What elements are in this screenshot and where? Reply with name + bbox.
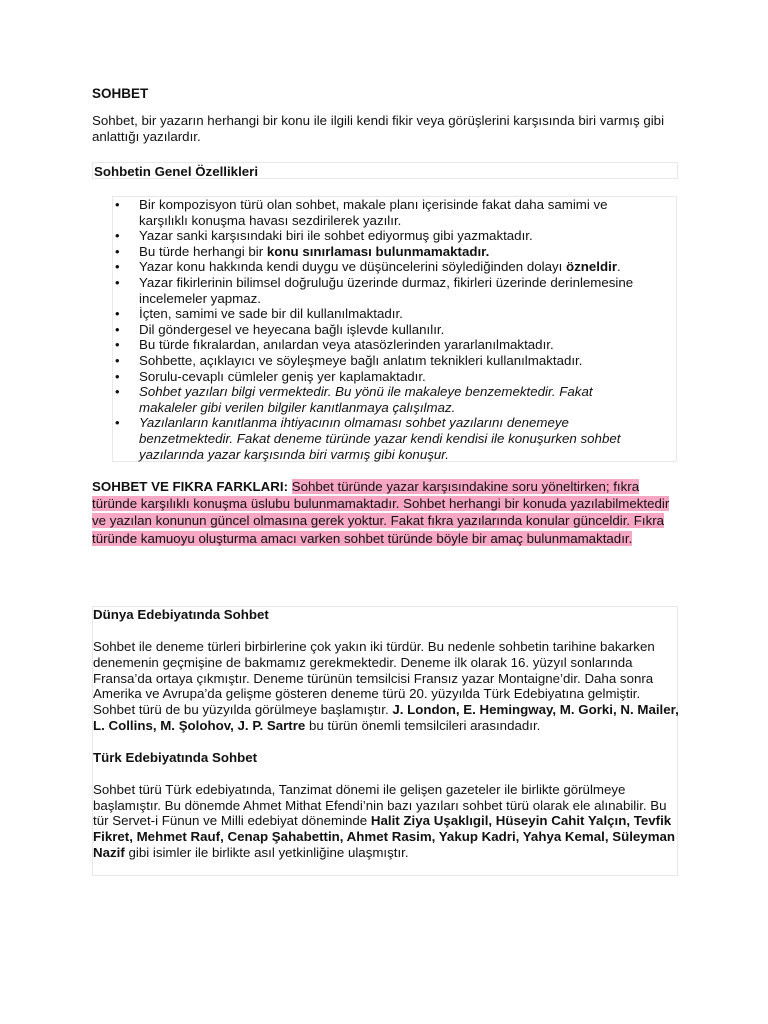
list-item: • İçten, samimi ve sade bir dil kullanılmaktadır. (113, 306, 653, 322)
list-item: • Sohbette, açıklayıcı ve söyleşmeye bağlı anlatım teknikleri kullanılmaktadır. (113, 353, 653, 369)
intro-paragraph: Sohbet, bir yazarın herhangi bir konu ile ilgili kendi fikir veya görüşlerini karşısında biri varmış gibi anlattığı yazılardır. (92, 113, 665, 144)
features-heading: Sohbetin Genel Özellikleri (92, 162, 678, 179)
features-list (113, 197, 653, 462)
list-item: • Yazılanların kanıtlanma ihtiyacının olmaması sohbet yazılarını denemeye benzetmektedir. Fakat deneme türünde yazar kendi kendisi ile konuşurken sohbet yazılarında yazar karşısında biri varmış gibi konuşur. (113, 415, 653, 462)
dunya-paragraph: Sohbet ile deneme türleri birbirlerine çok yakın iki türdür. Bu nedenle sohbetin tarihine bakarken denemenin geçmişine de bakmamız gerekmektedir. Deneme ilk olarak 16. yüzyıl sonlarında Fransa’da ortaya çıkmıştır. Deneme türünün temsilcisi Fransız yazar Montaigne’dir. Daha sonra Amerika ve Avrupa’da gelişme gösteren deneme türü 20. yüzyılda Türk Edebiyatına gelmiştir. Sohbet türü de bu yüzyılda görülmeye başlamıştır. J. London, E. Hemingway, M. Gorki, N. Mailer, L. Collins, M. Şolohov, J. P. Sartre bu türün önemli temsilcileri arasındadır. (93, 639, 679, 733)
page-title: SOHBET (92, 86, 149, 101)
farklar-label: SOHBET VE FIKRA FARKLARI: (92, 479, 289, 494)
list-item: • Dil göndergesel ve heyecana bağlı işlevde kullanılır. (113, 322, 653, 338)
turk-heading: Türk Edebiyatında Sohbet (93, 749, 258, 765)
list-item: • Yazar fikirlerinin bilimsel doğruluğu üzerinde durmaz, fikirleri üzerinde derinlemesine incelemeler yapmaz. (113, 275, 653, 306)
list-item: • Yazar konu hakkında kendi duygu ve düşüncelerini söylediğinden dolayı özneldir. (113, 259, 653, 275)
list-item: • Bir kompozisyon türü olan sohbet, makale planı içerisinde fakat daha samimi ve karşılıklı konuşma havası sezdirilerek yazılır. (113, 197, 653, 228)
features-list-box (112, 196, 677, 462)
history-box (92, 606, 678, 876)
dunya-heading: Dünya Edebiyatında Sohbet (93, 607, 269, 622)
turk-paragraph: Sohbet türü Türk edebiyatında, Tanzimat dönemi ile gelişen gazeteler ile birlikte görülmeye başlamıştır. Bu dönemde Ahmet Mithat Efendi’nin bazı yazıları sohbet türü olarak ele alınabilir. Bu tür Servet-i Fünun ve Milli edebiyat döneminde Halit Ziya Uşaklıgil, Hüseyin Cahit Yalçın, Tevfik Fikret, Mehmet Rauf, Cenap Şahabettin, Ahmet Rasim, Yakup Kadri, Yahya Kemal, Süleyman Nazif gibi isimler ile birlikte asıl yetkinliğine ulaşmıştır. (93, 781, 676, 860)
list-item: • Sorulu-cevaplı cümleler geniş yer kaplamaktadır. (113, 369, 653, 385)
list-item: • Sohbet yazıları bilgi vermektedir. Bu yönü ile makaleye benzemektedir. Fakat makaleler gibi verilen bilgiler kanıtlanmaya çalışılmaz. (113, 384, 653, 415)
list-item: • Bu türde herhangi bir konu sınırlaması bulunmamaktadır. (113, 244, 653, 260)
list-item: • Bu türde fıkralardan, anılardan veya atasözlerinden yararlanılmaktadır. (113, 337, 653, 353)
farklar-highlighted-text: Sohbet türünde yazar karşısındakine soru yöneltirken; fıkra türünde karşılıklı konuşma üslubu bulunmamaktadır. Sohbet herhangi bir konuda yazılabilmektedir ve yazılan konunun güncel olmasına gerek yoktur. Fakat fıkra yazılarında konular günceldir. Fıkra türünde kamuoyu oluşturma amacı varken sohbet türünde böyle bir amaç bulunmamaktadır. (92, 479, 670, 546)
list-item: • Yazar sanki karşısındaki biri ile sohbet ediyormuş gibi yazmaktadır. (113, 228, 653, 244)
farklar-paragraph (92, 478, 682, 547)
